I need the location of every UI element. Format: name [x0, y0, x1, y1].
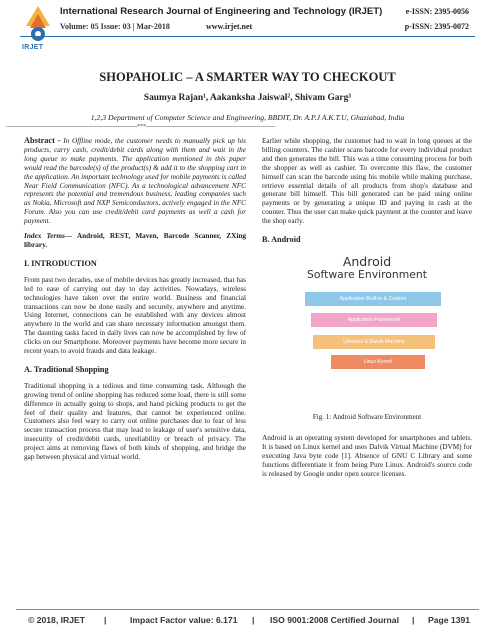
left-column: [24, 137, 246, 466]
logo-text: IRJET: [22, 44, 44, 51]
affiliation: 1,2,3 Department of Computer Science and Engineering, BBDIT, Dr. A.P.J A.K.T.U, Ghaziabad, India: [90, 113, 405, 122]
footer-separator: |: [412, 615, 415, 625]
layer-libraries: Libraries & Dalvik Machine: [313, 335, 435, 349]
index-terms-list: Android, REST, Maven, Barcode Scanner, ZXing library.: [24, 232, 246, 249]
figure-title-line2: Software Environment: [307, 267, 427, 281]
layer-kernel: Linux Kernel: [331, 355, 425, 369]
volume-issue: Volume: 05 Issue: 03 | Mar-2018: [60, 22, 170, 31]
traditional-shopping-paragraph: Traditional shopping is a tedious and time consuming task. Although the growing trend of online shopping has reduced some load, there is still some difference in actually going to shops, and hand picking products to get the feel of their quality and features, that cannot be experienced online. Customers also feel wary to carry out online purchases due to fear of less secure transaction process that may lead to leakage of user's sensitive data, insecurity of credit/debit cards, unreliability or breach of privacy. The project aims at removing flaws of both kinds of shopping, and bridge the gap between physical and virtual world.: [24, 381, 246, 462]
header-divider: [20, 36, 475, 37]
layer-framework: Application Framework: [311, 313, 437, 327]
footer-impact-factor: Impact Factor value: 6.171: [130, 615, 238, 625]
journal-title: International Research Journal of Engineering and Technology (IRJET): [60, 6, 383, 17]
figure-title: [291, 255, 443, 281]
journal-website: www.irjet.net: [206, 22, 253, 31]
android-paragraph: Android is an operating system developed for smartphones and tablets. It is based on Linux kernel and uses Dalvik Virtual Machine (DVM) for executing Java byte code [1]. Absence of GNU C Library and some functions differentiate it from being Pure Linux. Android's source code is released by Google under open source licenses.: [262, 433, 472, 478]
footer-divider: [16, 609, 479, 610]
intro-heading: I. INTRODUCTION: [24, 258, 97, 268]
footer-separator: |: [252, 615, 255, 625]
paper-title: SHOPAHOLIC – A SMARTER WAY TO CHECKOUT: [99, 70, 396, 84]
abstract-body: In Offline mode, the customer needs to manually pick up his products, carry cash, credit/debit cards along with them and wait in the long queue to make payments. The application mentioned in this paper would read the barcode(s) of the product(s) & add it to the shopping cart in the application. An important technology used for mobile payments is called Near Field Communication (NFC). As a technological advancement NFC represents the potential and tremendous business, leading companies such as Nokia, Microsoft and NXP Semiconductors, actively engaged in the NFC Forum. Also you can use credit/debit card payments as well a cash for payment.: [24, 137, 246, 226]
footer-separator: |: [104, 615, 107, 625]
section-separator: -------------------------------------------------------------------------***------------------------------------------------------------------------: [6, 124, 276, 130]
layer-application: Application Built-in & Custom: [305, 292, 441, 306]
figure-caption: Fig. 1: Android Software Environment: [312, 412, 422, 421]
footer-copyright: © 2018, IRJET: [28, 615, 85, 625]
android-environment-figure: [291, 255, 443, 373]
android-heading: B. Android: [262, 235, 301, 245]
author-list: Saumya Rajan¹, Aakanksha Jaiswal², Shivam Garg³: [143, 93, 352, 103]
checkout-paragraph: Earlier while shopping, the customer had to wait in long queues at the billing counters. The cashier scans barcode for every individual product and then generates the bill. This was a time consuming process for both the shopper as well as cashier. To overcome this flaw, the customer himself can scan the barcode using his mobile while making purchase, retrieve essential details of all products from shop's database and generate bill himself. This bill generated can be paid using online payments or by generating a unique ID and paying in cash at the counter. Thus the user can make quick payment at the counter and leave the shop early.: [262, 137, 472, 226]
page-footer: [16, 609, 479, 627]
index-terms-label: Index Terms—: [24, 232, 73, 241]
eissn: e-ISSN: 2395-0056: [405, 7, 469, 16]
footer-iso: ISO 9001:2008 Certified Journal: [270, 615, 399, 625]
right-column: [262, 137, 472, 482]
figure-title-line1: Android: [342, 253, 392, 269]
abstract-label: Abstract -: [24, 136, 61, 145]
irjet-logo-icon: [24, 4, 52, 44]
abstract: [24, 137, 246, 226]
traditional-shopping-heading: A. Traditional Shopping: [24, 364, 109, 374]
journal-header: [0, 0, 495, 58]
footer-page-number: Page 1391: [428, 615, 471, 625]
intro-paragraph: From past two decades, use of mobile devices has greatly increased, that has led to ease of carrying out day to day activities. Nowadays, wireless technologies have taken over the entire world. Business and financial transactions can now be done easily and securely, anywhere and anytime. Using Internet, connections can be established with any devices almost anywhere in the world and can share necessary information amongst them. The daunting tasks faced in daily lives can now be accomplished by few of clicks on our Smartphone. Moreover payments have become more secure in recent years to avoid frauds and data leakage.: [24, 275, 246, 356]
pissn: p-ISSN: 2395-0072: [404, 22, 469, 31]
index-terms: [24, 232, 246, 250]
